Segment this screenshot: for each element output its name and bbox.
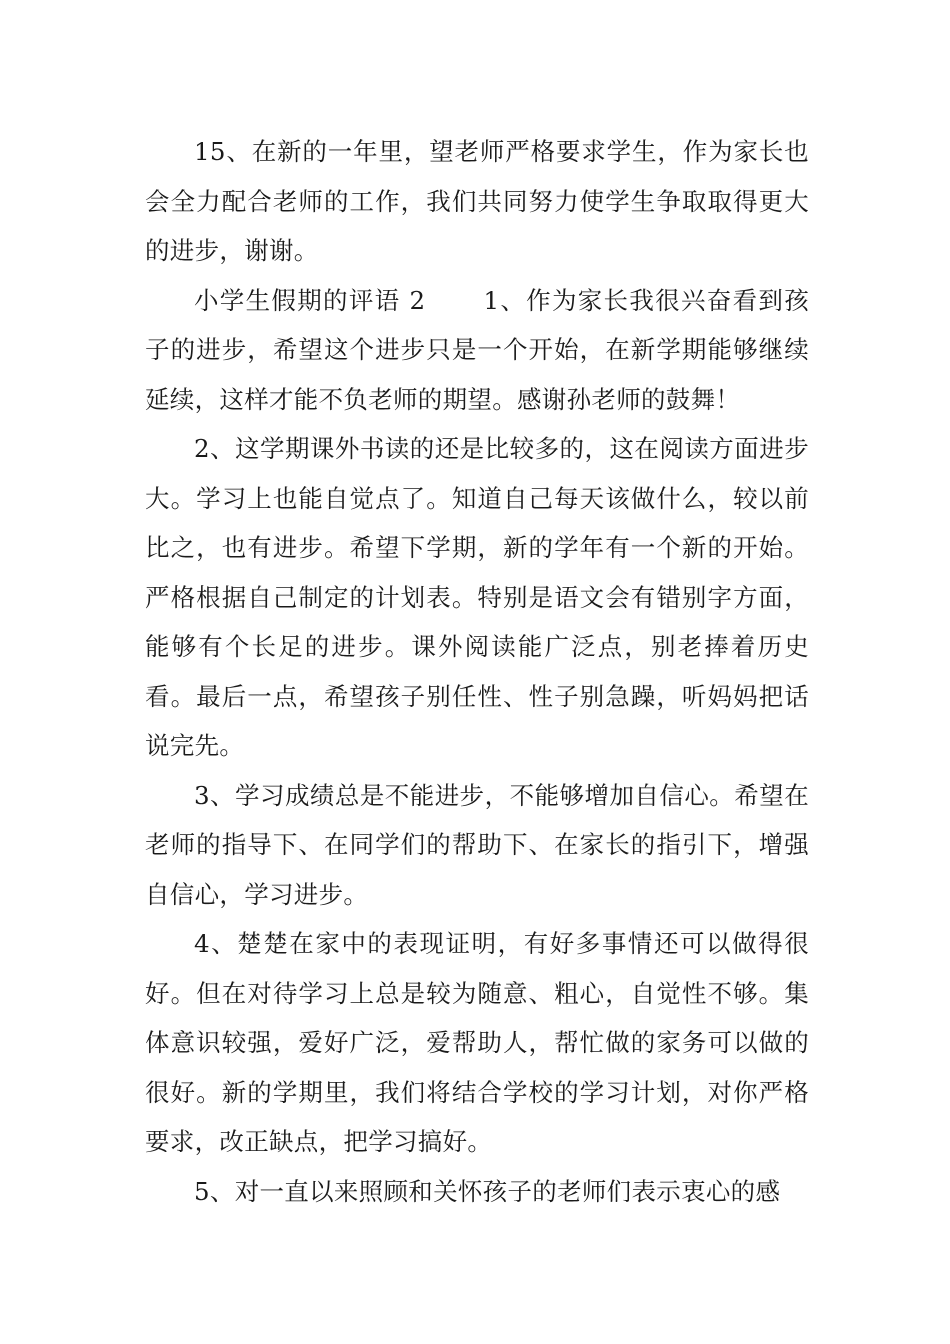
paragraph-section-title: [145, 276, 809, 425]
paragraph-3: [145, 771, 809, 920]
paragraph-text: 3、学习成绩总是不能进步，不能够增加自信心。希望在老师的指导下、在同学们的帮助下、在家长的指引下，增强自信心，学习进步。: [145, 780, 809, 909]
paragraph-15: [145, 127, 809, 276]
paragraph-2: [145, 424, 809, 771]
paragraph-text: 1、作为家长我很兴奋看到孩子的进步，希望这个进步只是一个开始，在新学期能够继续延续，这样才能不负老师的期望。感谢孙老师的鼓舞！: [145, 285, 809, 414]
document-body: [145, 127, 809, 1216]
paragraph-4: [145, 919, 809, 1167]
paragraph-5: [145, 1167, 809, 1217]
section-title: 小学生假期的评语 2: [194, 285, 426, 315]
paragraph-text: 5、对一直以来照顾和关怀孩子的老师们表示衷心的感: [194, 1176, 781, 1206]
paragraph-text: 15、在新的一年里，望老师严格要求学生，作为家长也会全力配合老师的工作，我们共同努力使学生争取取得更大的进步，谢谢。: [145, 137, 809, 265]
paragraph-text: 4、楚楚在家中的表现证明，有好多事情还可以做得很好。但在对待学习上总是较为随意、粗心，自觉性不够。集体意识较强，爱好广泛，爱帮助人，帮忙做的家务可以做的很好。新的学期里，我们将结合学校的学习计划，对你严格要求，改正缺点，把学习搞好。: [145, 929, 809, 1156]
paragraph-text: 2、这学期课外书读的还是比较多的，这在阅读方面进步大。学习上也能自觉点了。知道自己每天该做什么，较以前比之，也有进步。希望下学期，新的学年有一个新的开始。严格根据自己制定的计划表。特别是语文会有错别字方面，能够有个长足的进步。课外阅读能广泛点，别老捧着历史看。最后一点，希望孩子别任性、性子别急躁，听妈妈把话说完先。: [145, 434, 809, 760]
